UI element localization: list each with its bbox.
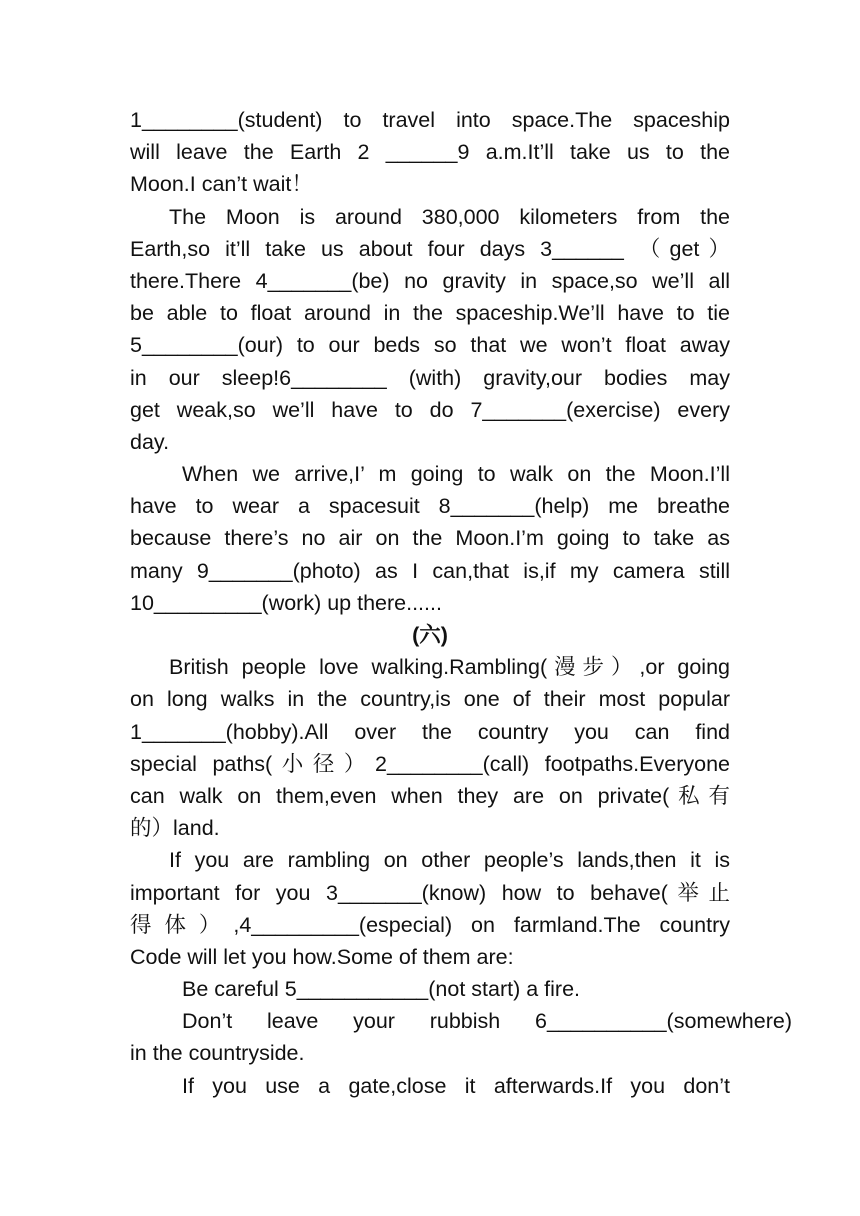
text-line: because there’s no air on the Moon.I’m going to take as xyxy=(130,526,730,551)
text-line: special paths(小径）2________(call) footpaths.Everyone xyxy=(130,751,730,776)
text-line: can walk on them,even when they are on private(私有 xyxy=(130,783,730,808)
text-line: Be careful 5___________(not start) a fire. xyxy=(182,977,581,1002)
text-line: 10_________(work) up there...... xyxy=(130,590,442,615)
text-line: British people love walking.Rambling(漫步）,or going xyxy=(169,655,730,680)
text-line: Code will let you how.Some of them are: xyxy=(130,944,514,969)
text-line: 1________(student) to travel into space.The spaceship xyxy=(130,108,730,132)
text-line: have to wear a spacesuit 8_______(help) me breathe xyxy=(130,494,730,519)
text-line: Moon.I can’t wait！ xyxy=(130,172,313,197)
text-line: in the countryside. xyxy=(130,1041,305,1066)
text-line: in our sleep!6________ (with) gravity,our bodies may xyxy=(130,365,730,390)
text-line: 1_______(hobby).All over the country you can find xyxy=(130,719,730,744)
text-line: many 9_______(photo) as I can,that is,if my camera still xyxy=(130,558,730,583)
text-line: important for you 3_______(know) how to behave(举止 xyxy=(130,880,730,905)
text-line: If you are rambling on other people’s lands,then it is xyxy=(169,848,730,873)
text-line: 的）land. xyxy=(130,816,220,841)
section-heading: (六) xyxy=(412,623,448,647)
text-line: The Moon is around 380,000 kilometers from the xyxy=(169,204,730,229)
text-line: 5________(our) to our beds so that we won’t float away xyxy=(130,333,730,358)
text-line: 得体）,4_________(especial) on farmland.The country xyxy=(130,912,730,937)
text-line: be able to float around in the spaceship.We’ll have to tie xyxy=(130,301,730,326)
text-line: When we arrive,I’ m going to walk on the Moon.I’ll xyxy=(182,462,730,487)
passage-six xyxy=(130,651,792,1102)
text-line: will leave the Earth 2 ______9 a.m.It’ll take us to the xyxy=(130,140,730,165)
text-line: get weak,so we’ll have to do 7_______(exercise) every xyxy=(130,397,730,422)
text-line: If you use a gate,close it afterwards.If you don’t xyxy=(182,1073,730,1098)
text-line: day. xyxy=(130,429,170,454)
text-line: Earth,so it’ll take us about four days 3______ （get） xyxy=(130,236,730,261)
text-line: on long walks in the country,is one of their most popular xyxy=(130,687,730,712)
text-line: there.There 4_______(be) no gravity in space,so we’ll all xyxy=(130,268,730,293)
text-line: Don’t leave your rubbish 6__________(somewhere) xyxy=(182,1009,792,1034)
document-page xyxy=(130,104,792,1102)
passage-five xyxy=(130,104,730,619)
